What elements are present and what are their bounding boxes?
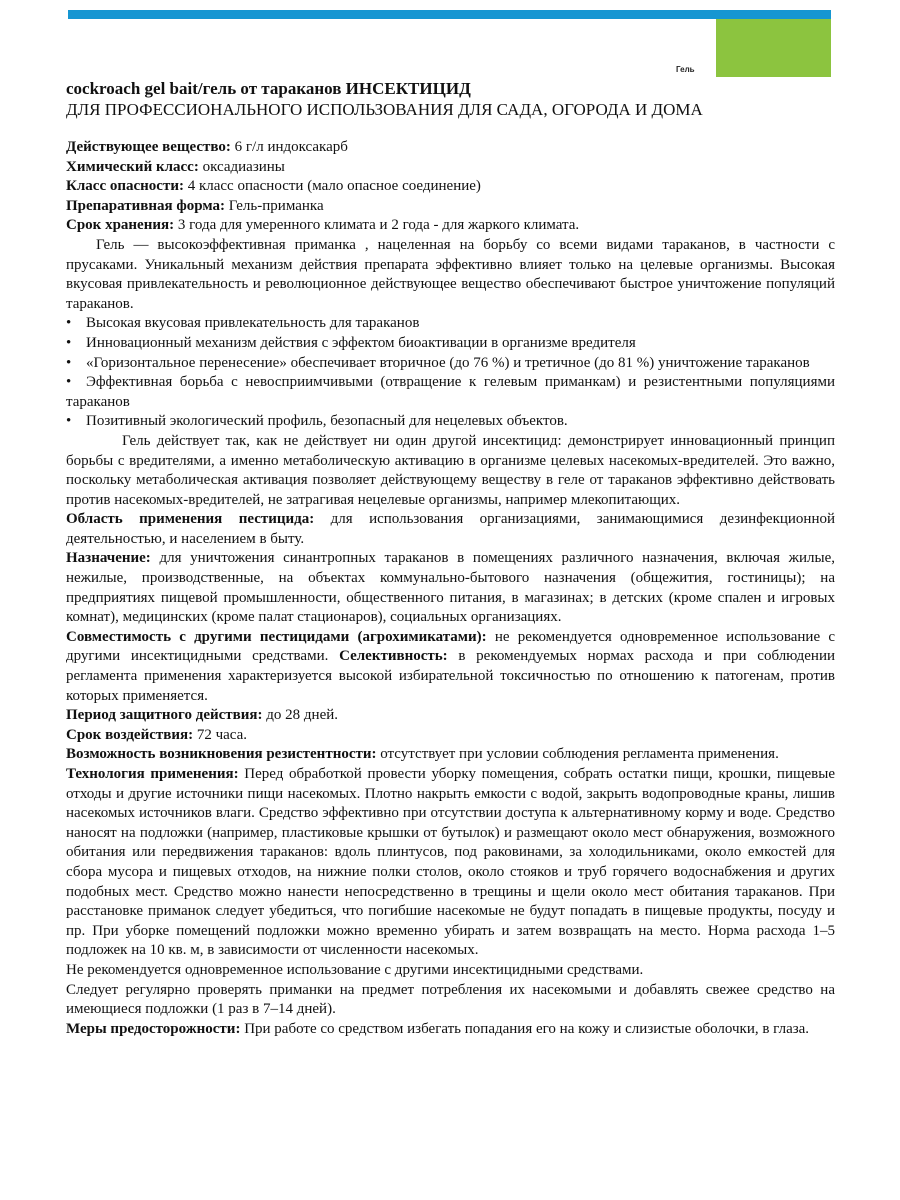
header-label: Гель	[676, 65, 695, 74]
title-prefix: cockroach gel bait/гель от тараканов	[66, 79, 342, 98]
bullet-icon: •	[66, 354, 72, 371]
section-period: Период защитного действия: до 28 дней.	[66, 707, 339, 724]
section-check: Следует регулярно проверять приманки на предмет потребления их насекомыми и добавлять свежее средство на имеющиеся подложки (1 раз в 7–14 дней).	[66, 981, 835, 1018]
list-item: • Высокая вкусовая привлекательность для тараканов	[66, 314, 835, 334]
section-label: Период защитного действия:	[66, 707, 263, 724]
bullet-icon: •	[66, 413, 72, 430]
intro-paragraph: Гель — высокоэффективная приманка , нацеленная на борьбу со всеми видами тараканов, в частности с прусаками. Уникальный механизм действия препарата эффективно влияет только на целевые организмы. Высокая вкусовая привлекательность и революционное действующее вещество обеспечивают быстрое уничтожение популяций тараканов.	[66, 236, 835, 312]
action-paragraph: Гель действует так, как не действует ни один другой инсектицид: демонстрирует инновационный принцип борьбы с вредителями, а именно метаболическую активацию в организме целевых насекомых-вредителей. Это важно, поскольку метаболическая активация позволяет действующему веществу в геле от тараканов эффективно действовать против насекомых-вредителей, не затрагивая нецелевые организмы, например млекопитающих.	[66, 432, 835, 508]
bullet-icon: •	[66, 374, 72, 391]
section-label: Селективность:	[339, 648, 448, 665]
list-item: • «Горизонтальное перенесение» обеспечивает вторичное (до 76 %) и третичное (до 81 %) уничтожение тараканов	[66, 354, 835, 374]
section-label: Технология применения:	[66, 766, 239, 782]
spec-value: оксадиазины	[198, 158, 285, 175]
spec-chemical-class	[66, 158, 835, 178]
section-no-combine: Не рекомендуется одновременное использование с другими инсектицидными средствами.	[66, 961, 644, 978]
spec-value: 6 г/л индоксакарб	[230, 139, 348, 155]
section-purpose: Назначение: для уничтожения синантропных тараканов в помещениях различного назначения, включая жилые, нежилые, производственные, на объектах коммунально-бытового назначения (общежития, гостиницы); на предприятиях пищевой промышленности, общественного питания, в магазинах; в детских (кроме спален и игровых комнат), медицинских (кроме палат стационаров), социальных организациях.	[66, 550, 835, 626]
document-subtitle: ДЛЯ ПРОФЕССИОНАЛЬНОГО ИСПОЛЬЗОВАНИЯ ДЛЯ САДА, ОГОРОДА И ДОМА	[66, 100, 703, 119]
section-technology: Технология применения: Перед обработкой провести уборку помещения, собрать остатки пищи, крошки, пищевые отходы и другие источники пищи насекомых. Плотно накрыть емкости с водой, закрыть водопроводные краны, лишив насекомых источников влаги. Средство эффективно при отсутствии доступа к альтернативному корму и воде. Средство наносят на подложки (например, пластиковые крышки от бутылок) и размещают около мест обнаружения, возможного обитания или передвижения тараканов: вдоль плинтусов, под раковинами, за холодильниками, около емкостей для сбора мусора и пищевых отходов, на нижние полки столов, около стояков и труб горячего водоснабжения и других подобных мест. Средство можно нанести непосредственно в трещины и щели около мест обитания тараканов. При расстановке приманок следует убедиться, что погибшие насекомые не будут попадать в пищевые продукты, посуду и пр. При уборке помещений подложки можно временно убирать и затем возвращать на место. Норма расхода 1–5 подложек на 10 кв. м, в зависимости от численности насекомых.	[66, 766, 835, 959]
spec-hazard-class	[66, 177, 835, 197]
spec-active-substance	[66, 138, 835, 158]
section-label: Меры предосторожности:	[66, 1020, 241, 1037]
spec-label: Класс опасности:	[66, 178, 184, 195]
spec-label: Химический класс:	[66, 158, 199, 175]
section-label: Срок воздействия:	[66, 726, 194, 743]
spec-value: Гель-приманка	[225, 197, 324, 214]
spec-value: 4 класс опасности (мало опасное соединение)	[183, 178, 481, 195]
document-body	[66, 78, 835, 1039]
document-title	[66, 78, 835, 99]
list-item: • Позитивный экологический профиль, безопасный для нецелевых объектов.	[66, 412, 835, 432]
header-green-block	[716, 19, 831, 77]
section-label: Область применения пестицида:	[66, 511, 315, 528]
section-area: Область применения пестицида: для использования организациями, занимающимися дезинфекционной деятельностью, и населением в быту.	[66, 511, 835, 547]
spec-label: Срок хранения:	[66, 217, 175, 234]
spec-formulation	[66, 197, 835, 217]
spec-label: Препаративная форма:	[66, 197, 225, 214]
title-emphasis: ИНСЕКТИЦИД	[345, 79, 471, 98]
bullet-icon: •	[66, 334, 72, 351]
section-compatibility: Совместимость с другими пестицидами (агрохимикатами): не рекомендуется одновременное использование с другими инсектицидными средствами. Селективность: в рекомендуемых нормах расхода и при соблюдении регламента применения характеризуется высокой избирательной токсичностью по отношению к патогенам, против которых применяется.	[66, 628, 836, 704]
spec-value: 3 года для умеренного климата и 2 года - для жаркого климата.	[174, 217, 580, 234]
header-blue-bar	[68, 10, 831, 19]
spec-shelf-life	[66, 216, 835, 236]
section-precautions: Меры предосторожности: При работе со средством избегать попадания его на кожу и слизистые оболочки, в глаза.	[66, 1020, 810, 1037]
section-label: Возможность возникновения резистентности:	[66, 746, 377, 763]
spec-label: Действующее вещество:	[66, 139, 231, 155]
list-item: • Эффективная борьба с невосприимчивыми (отвращение к гелевым приманкам) и резистентными популяциями тараканов	[66, 374, 835, 410]
section-resistance: Возможность возникновения резистентности: отсутствует при условии соблюдения регламента применения.	[66, 746, 779, 763]
section-label: Совместимость с другими пестицидами (агрохимикатами):	[66, 628, 487, 645]
section-label: Назначение:	[66, 550, 151, 567]
list-item: • Инновационный механизм действия с эффектом биоактивации в организме вредителя	[66, 334, 835, 354]
bullet-icon: •	[66, 315, 72, 332]
section-term: Срок воздействия: 72 часа.	[66, 726, 248, 743]
features-list	[66, 314, 835, 432]
